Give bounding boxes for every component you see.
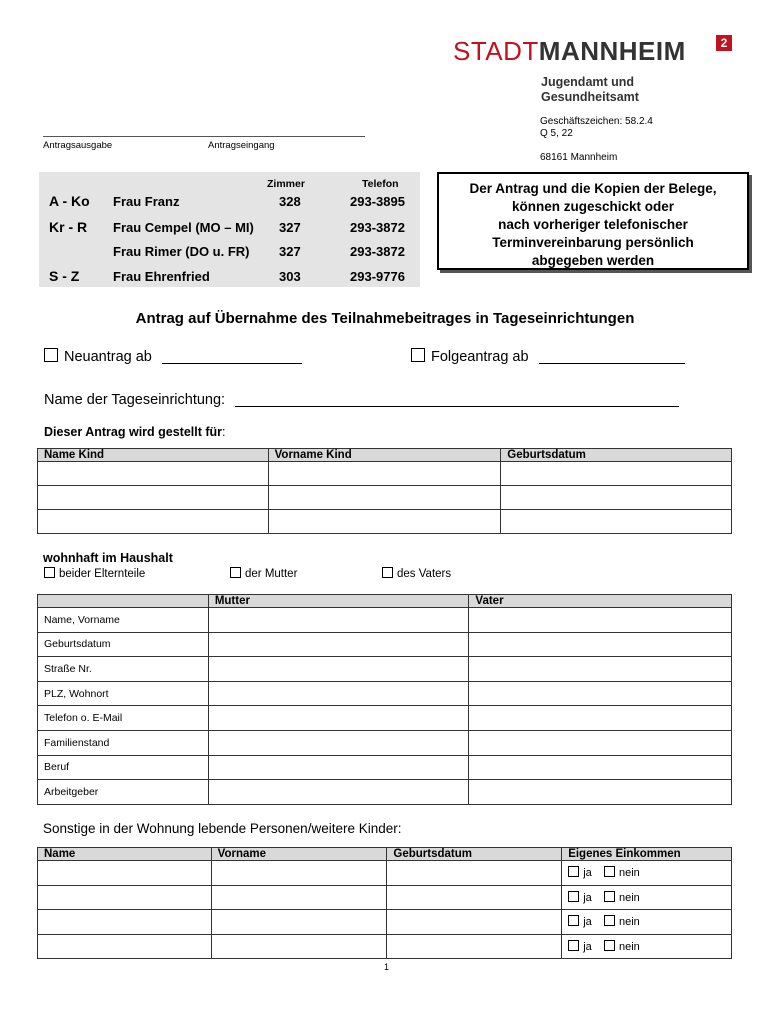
notice-line: Terminvereinbarung persönlich [492,235,694,250]
new-application-checkbox[interactable] [44,348,58,362]
household-option-label: der Mutter [245,568,298,580]
row-label: Geburtsdatum [38,632,209,657]
input-cell[interactable] [469,632,732,657]
row-label: Name, Vorname [38,608,209,633]
new-application-label: Neuantrag ab [64,349,152,365]
household-checkbox[interactable] [382,567,393,578]
logo-mannheim: MANNHEIM [538,36,686,66]
contact-room: 303 [279,269,301,284]
follow-up-checkbox[interactable] [411,348,425,362]
input-cell[interactable] [268,486,501,510]
input-cell[interactable] [208,681,469,706]
issue-line [43,136,365,137]
row-label: Arbeitgeber [38,780,209,805]
income-yes-label: ja [583,941,592,954]
contact-phone: 293-3872 [350,244,405,259]
table-row [38,934,732,959]
contact-name: Frau Franz [113,194,180,209]
household-option-label: beider Elternteile [59,568,146,580]
household-option [230,567,297,580]
input-cell[interactable] [208,632,469,657]
input-cell[interactable] [469,730,732,755]
contact-range: A - Ko [49,193,90,209]
income-cell [562,861,732,886]
income-no-checkbox[interactable] [604,940,615,951]
input-cell[interactable] [469,706,732,731]
notice-line: abgegeben werden [531,253,655,268]
income-yes-label: ja [583,867,592,880]
input-cell[interactable] [469,657,732,682]
others-table [37,847,732,959]
address-city: 68161 Mannheim [540,152,618,163]
table-row [38,861,732,886]
household-option-label: des Vaters [397,568,452,580]
applicant-for [44,425,226,439]
input-cell[interactable] [501,462,732,486]
table-row [38,608,732,633]
income-no-checkbox[interactable] [604,915,615,926]
table-row [38,755,732,780]
input-cell[interactable] [211,910,387,935]
table-row [38,462,732,486]
department [541,75,639,105]
reference-number: Geschäftszeichen: 58.2.4 [540,116,653,127]
facility-row [44,392,679,408]
income-no-label: nein [618,891,640,904]
income-cell [562,885,732,910]
city-logo [453,36,686,66]
income-no-label: nein [618,916,640,929]
income-cell [562,934,732,959]
input-cell[interactable] [38,861,212,886]
input-cell[interactable] [208,730,469,755]
income-cell [562,910,732,935]
income-yes-label: ja [583,916,592,929]
income-no-checkbox[interactable] [604,866,615,877]
contact-room: 327 [279,220,301,235]
table-header-row [38,595,732,608]
input-cell[interactable] [38,486,269,510]
department-line1: Jugendamt und [541,75,635,89]
department-line2: Gesundheitsamt [541,90,639,104]
facility-field[interactable] [235,406,679,407]
child-table [37,448,732,534]
income-no-label: nein [618,941,640,954]
phone-header: Telefon [362,178,399,190]
row-label: Telefon o. E-Mail [38,706,209,731]
input-cell[interactable] [208,780,469,805]
input-cell[interactable] [387,861,562,886]
new-application-date-field[interactable] [162,363,302,364]
contact-phone: 293-3872 [350,220,405,235]
new-application-row [44,348,302,365]
input-cell[interactable] [211,885,387,910]
submission-notice [437,172,749,270]
follow-up-row [411,348,685,365]
input-cell[interactable] [469,780,732,805]
contact-room: 327 [279,244,301,259]
input-cell[interactable] [501,486,732,510]
contact-table [39,172,420,287]
input-cell[interactable] [387,934,562,959]
notice-line: Der Antrag und die Kopien der Belege, [469,181,717,196]
input-cell[interactable] [469,755,732,780]
header-income: Eigenes Einkommen [562,848,732,861]
issued-label: Antragsausgabe [43,140,113,151]
header-mother: Mutter [208,595,469,608]
input-cell[interactable] [268,510,501,534]
income-no-checkbox[interactable] [604,891,615,902]
row-label: Straße Nr. [38,657,209,682]
header-name-kind: Name Kind [38,449,269,462]
contact-range: Kr - R [49,219,88,235]
contact-name: Frau Ehrenfried [113,269,210,284]
income-yes-checkbox[interactable] [568,891,579,902]
follow-up-label: Folgeantrag ab [431,349,529,365]
input-cell[interactable] [211,861,387,886]
table-row [38,910,732,935]
contact-name: Frau Cempel (MO – MI) [113,220,254,235]
input-cell[interactable] [387,885,562,910]
income-yes-checkbox[interactable] [568,866,579,877]
input-cell[interactable] [501,510,732,534]
input-cell[interactable] [387,910,562,935]
form-title: Antrag auf Übernahme des Teilnahmebeitrages in Tageseinrichtungen [135,310,635,327]
table-row [38,632,732,657]
input-cell[interactable] [211,934,387,959]
household-option [44,567,145,580]
table-header-row [38,449,732,462]
notice-line: können zugeschickt oder [511,199,675,214]
header-empty [38,595,209,608]
table-row [38,486,732,510]
input-cell[interactable] [38,510,269,534]
household-checkbox[interactable] [230,567,241,578]
header-birthdate: Geburtsdatum [387,848,562,861]
contact-name: Frau Rimer (DO u. FR) [113,244,250,259]
income-yes-label: ja [583,891,592,904]
input-cell[interactable] [38,934,212,959]
input-cell[interactable] [208,706,469,731]
header-father: Vater [469,595,732,608]
table-row [38,780,732,805]
facility-label: Name der Tageseinrichtung: [44,392,226,408]
header-vorname: Vorname [211,848,387,861]
header-vorname-kind: Vorname Kind [268,449,501,462]
income-yes-checkbox[interactable] [568,915,579,926]
parents-table [37,594,732,805]
follow-up-date-field[interactable] [539,363,685,364]
household-option [382,567,451,580]
logo-stadt: STADT [453,36,539,66]
table-row [38,730,732,755]
row-label: Beruf [38,755,209,780]
applicant-for-colon: : [222,425,226,439]
input-cell[interactable] [469,608,732,633]
header-birthdate: Geburtsdatum [501,449,732,462]
input-cell[interactable] [268,462,501,486]
input-cell[interactable] [38,910,212,935]
contact-phone: 293-3895 [350,194,405,209]
contact-room: 328 [279,194,301,209]
household-title: wohnhaft im Haushalt [43,551,173,565]
income-no-label: nein [618,867,640,880]
table-row [38,706,732,731]
room-header: Zimmer [267,178,305,190]
logo-badge: 2 [716,35,732,51]
input-cell[interactable] [469,681,732,706]
input-cell[interactable] [208,755,469,780]
applicant-for-text: Dieser Antrag wird gestellt für [44,425,223,439]
contact-phone: 293-9776 [350,269,405,284]
table-row [38,510,732,534]
table-row [38,681,732,706]
received-label: Antragseingang [208,140,275,151]
row-label: PLZ, Wohnort [38,681,209,706]
others-label: Sonstige in der Wohnung lebende Personen/weitere Kinder: [43,821,402,836]
input-cell[interactable] [38,462,269,486]
address-street: Q 5, 22 [540,128,573,139]
table-row [38,657,732,682]
table-header-row [38,848,732,861]
contact-range: S - Z [49,268,80,284]
income-yes-checkbox[interactable] [568,940,579,951]
header-name: Name [38,848,212,861]
input-cell[interactable] [38,885,212,910]
row-label: Familienstand [38,730,209,755]
notice-line: nach vorheriger telefonischer [498,217,688,232]
table-row [38,885,732,910]
input-cell[interactable] [208,608,469,633]
page-number: 1 [384,962,390,972]
household-checkbox[interactable] [44,567,55,578]
input-cell[interactable] [208,657,469,682]
